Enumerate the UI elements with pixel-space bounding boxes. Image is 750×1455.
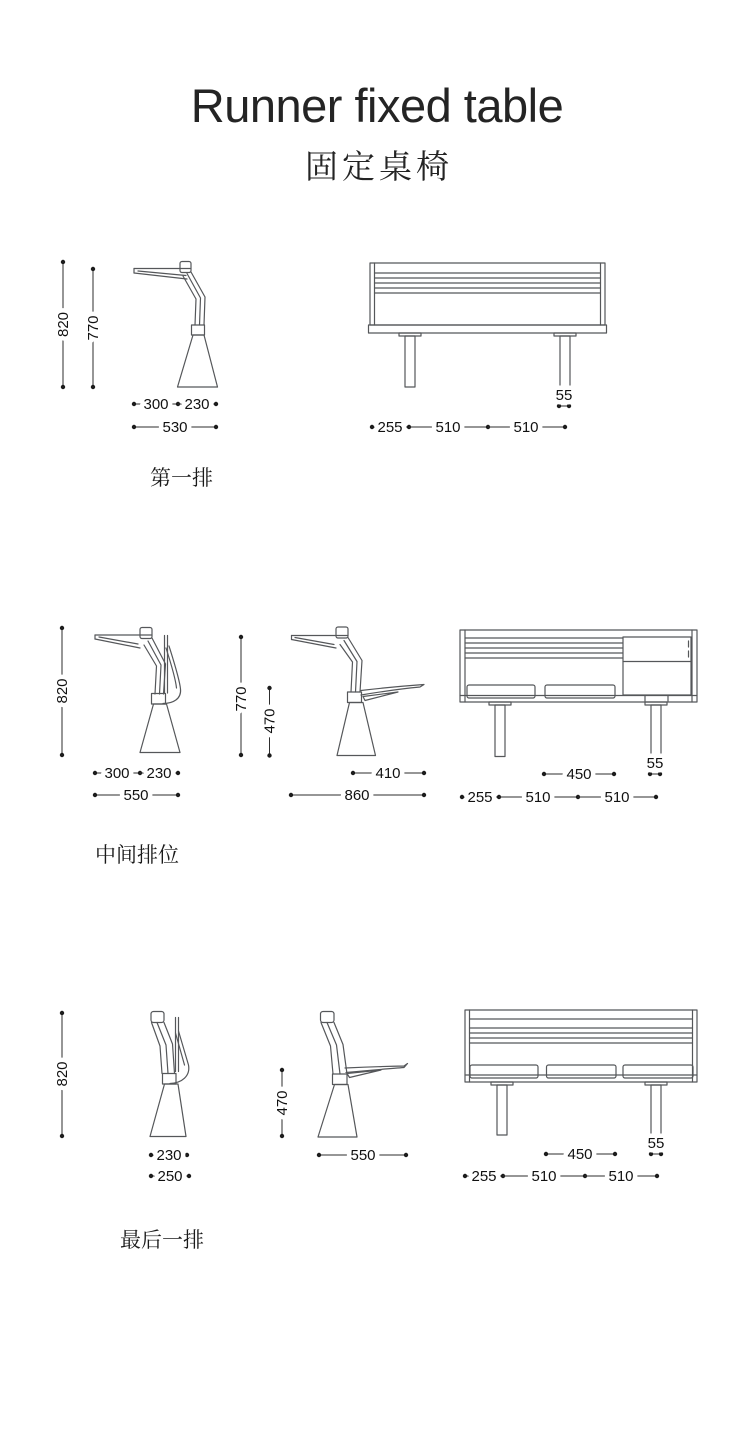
dim-text-820: 820 xyxy=(54,678,71,704)
back-post-mid xyxy=(157,1023,168,1074)
dim-text-450: 450 xyxy=(567,1146,593,1163)
back-post-outer xyxy=(164,1023,175,1074)
folded-seat-3 xyxy=(623,1065,693,1078)
dim-text-255: 255 xyxy=(377,419,403,436)
column-connector xyxy=(333,1074,348,1085)
right-leg xyxy=(651,705,661,757)
row2-dim-470 xyxy=(262,686,279,758)
cone-base xyxy=(337,703,376,756)
row2-side-view-open xyxy=(292,627,425,756)
row1-dim-530 xyxy=(132,419,218,436)
arm-outer xyxy=(348,638,362,693)
dim-text-550: 550 xyxy=(350,1147,376,1164)
back-post-inner xyxy=(321,1023,333,1075)
back-post-outer xyxy=(334,1023,347,1075)
row2-dim-510a xyxy=(499,789,580,806)
dim-text-470: 470 xyxy=(261,708,279,734)
row3-dim-450 xyxy=(544,1146,617,1163)
top-slats xyxy=(470,1019,693,1043)
backrest-cap xyxy=(321,1012,335,1023)
dim-text-55: 55 xyxy=(647,1135,665,1152)
row2-front-view xyxy=(460,630,697,757)
row3-dim-820 xyxy=(54,1011,71,1138)
row2-side-view-folded xyxy=(95,628,181,753)
arm-inner xyxy=(183,276,196,325)
row1-front-view xyxy=(369,263,607,387)
dim-text-300: 300 xyxy=(143,396,169,413)
top-slats xyxy=(465,638,623,658)
left-leg xyxy=(495,705,505,757)
open-seatback-panel xyxy=(623,637,691,695)
arm-outer xyxy=(191,272,205,325)
folded-seat-1 xyxy=(470,1065,538,1078)
row2-label: 中间排位 xyxy=(95,844,179,867)
table-body xyxy=(465,1010,697,1082)
row2-dim-860 xyxy=(289,787,426,804)
row3-section xyxy=(54,1010,697,1252)
seat-rod xyxy=(176,1018,179,1072)
column-connector xyxy=(348,692,362,703)
row3-dim-250 xyxy=(149,1168,191,1185)
cone-base xyxy=(178,335,218,387)
row3-front-view xyxy=(465,1010,697,1135)
row2-dim-770 xyxy=(233,635,250,757)
dim-text-470: 470 xyxy=(274,1090,291,1116)
dim-text-820: 820 xyxy=(55,311,72,338)
arm-mid xyxy=(187,274,201,326)
row3-side-view-open xyxy=(318,1012,408,1138)
table-body xyxy=(370,263,605,325)
arm-mid xyxy=(148,641,161,694)
dim-text-510b: 510 xyxy=(608,1168,634,1185)
dim-text-860: 860 xyxy=(344,787,370,804)
row1-dim-820 xyxy=(55,260,72,389)
row2-dim-550 xyxy=(93,787,180,804)
dim-text-255: 255 xyxy=(467,789,493,806)
page-title: Runner fixed table xyxy=(190,79,564,132)
arm-outer xyxy=(152,638,166,694)
backrest-cap xyxy=(180,262,191,273)
dim-text-300: 300 xyxy=(104,765,130,782)
dim-text-510a: 510 xyxy=(435,419,461,436)
row3-dim-470 xyxy=(274,1068,291,1138)
row2-dim-55 xyxy=(647,755,664,776)
dim-text-410: 410 xyxy=(375,765,401,782)
row1-dim-55 xyxy=(556,387,573,408)
row3-label: 最后一排 xyxy=(120,1229,204,1252)
panel-mount xyxy=(645,696,668,702)
bottom-rail xyxy=(369,325,607,333)
column-connector xyxy=(152,694,166,705)
row2-dim-450 xyxy=(542,766,616,783)
row3-dim-510a xyxy=(503,1168,587,1185)
dim-text-510a: 510 xyxy=(525,789,551,806)
right-leg xyxy=(560,336,570,387)
left-leg xyxy=(405,336,415,387)
row3-dim-510b xyxy=(585,1168,659,1185)
page-subtitle: 固定桌椅 xyxy=(305,148,453,185)
row3-dim-230 xyxy=(149,1147,189,1164)
backrest-cap xyxy=(140,628,152,639)
row2-section xyxy=(54,626,697,867)
dim-text-510a: 510 xyxy=(531,1168,557,1185)
dim-text-820: 820 xyxy=(54,1061,71,1087)
folded-seat-2 xyxy=(547,1065,617,1078)
row1-side-view xyxy=(134,262,218,388)
dim-text-770: 770 xyxy=(85,315,102,341)
desktop-bottom-edge xyxy=(134,273,187,279)
row1-label: 第一排 xyxy=(150,467,213,490)
dim-text-250: 250 xyxy=(157,1168,183,1185)
column-connector xyxy=(163,1074,177,1085)
row3-dim-55 xyxy=(648,1135,665,1156)
dim-text-230: 230 xyxy=(184,396,210,413)
dim-text-530: 530 xyxy=(162,419,188,436)
dim-text-255: 255 xyxy=(471,1168,497,1185)
row2-dim-820 xyxy=(54,626,71,757)
back-post-mid xyxy=(327,1023,340,1075)
dim-text-510b: 510 xyxy=(604,789,630,806)
column-connector xyxy=(192,325,205,335)
backrest-cap xyxy=(151,1012,164,1023)
dim-text-550: 550 xyxy=(123,787,149,804)
row2-dim-230 xyxy=(140,765,180,782)
top-slats xyxy=(375,273,601,293)
cone-base xyxy=(318,1085,357,1138)
left-leg xyxy=(497,1085,507,1135)
row1-section xyxy=(55,260,607,490)
cone-base xyxy=(150,1084,186,1137)
dim-text-55: 55 xyxy=(555,387,573,404)
right-leg xyxy=(651,1085,661,1135)
dim-text-450: 450 xyxy=(566,766,592,783)
dim-text-230: 230 xyxy=(146,765,172,782)
dim-text-510b: 510 xyxy=(513,419,539,436)
row1-dim-510a xyxy=(409,419,490,436)
row1-dim-300 xyxy=(132,396,180,413)
row2-dim-300 xyxy=(93,765,142,782)
cone-base xyxy=(140,704,180,753)
backrest-cap xyxy=(336,627,348,638)
row3-side-view-folded xyxy=(150,1012,189,1137)
dim-text-55: 55 xyxy=(646,755,664,772)
dim-text-770: 770 xyxy=(233,686,250,712)
row3-dim-550 xyxy=(317,1147,408,1164)
dim-text-230: 230 xyxy=(156,1147,182,1164)
row2-dim-410 xyxy=(351,765,426,782)
row2-dim-255 xyxy=(460,789,501,806)
row3-dim-255 xyxy=(463,1168,505,1185)
row1-dim-510b xyxy=(488,419,567,436)
row2-dim-510b xyxy=(578,789,658,806)
row1-dim-230 xyxy=(178,396,218,413)
row1-dim-255 xyxy=(370,419,411,436)
row1-dim-770 xyxy=(85,267,102,389)
